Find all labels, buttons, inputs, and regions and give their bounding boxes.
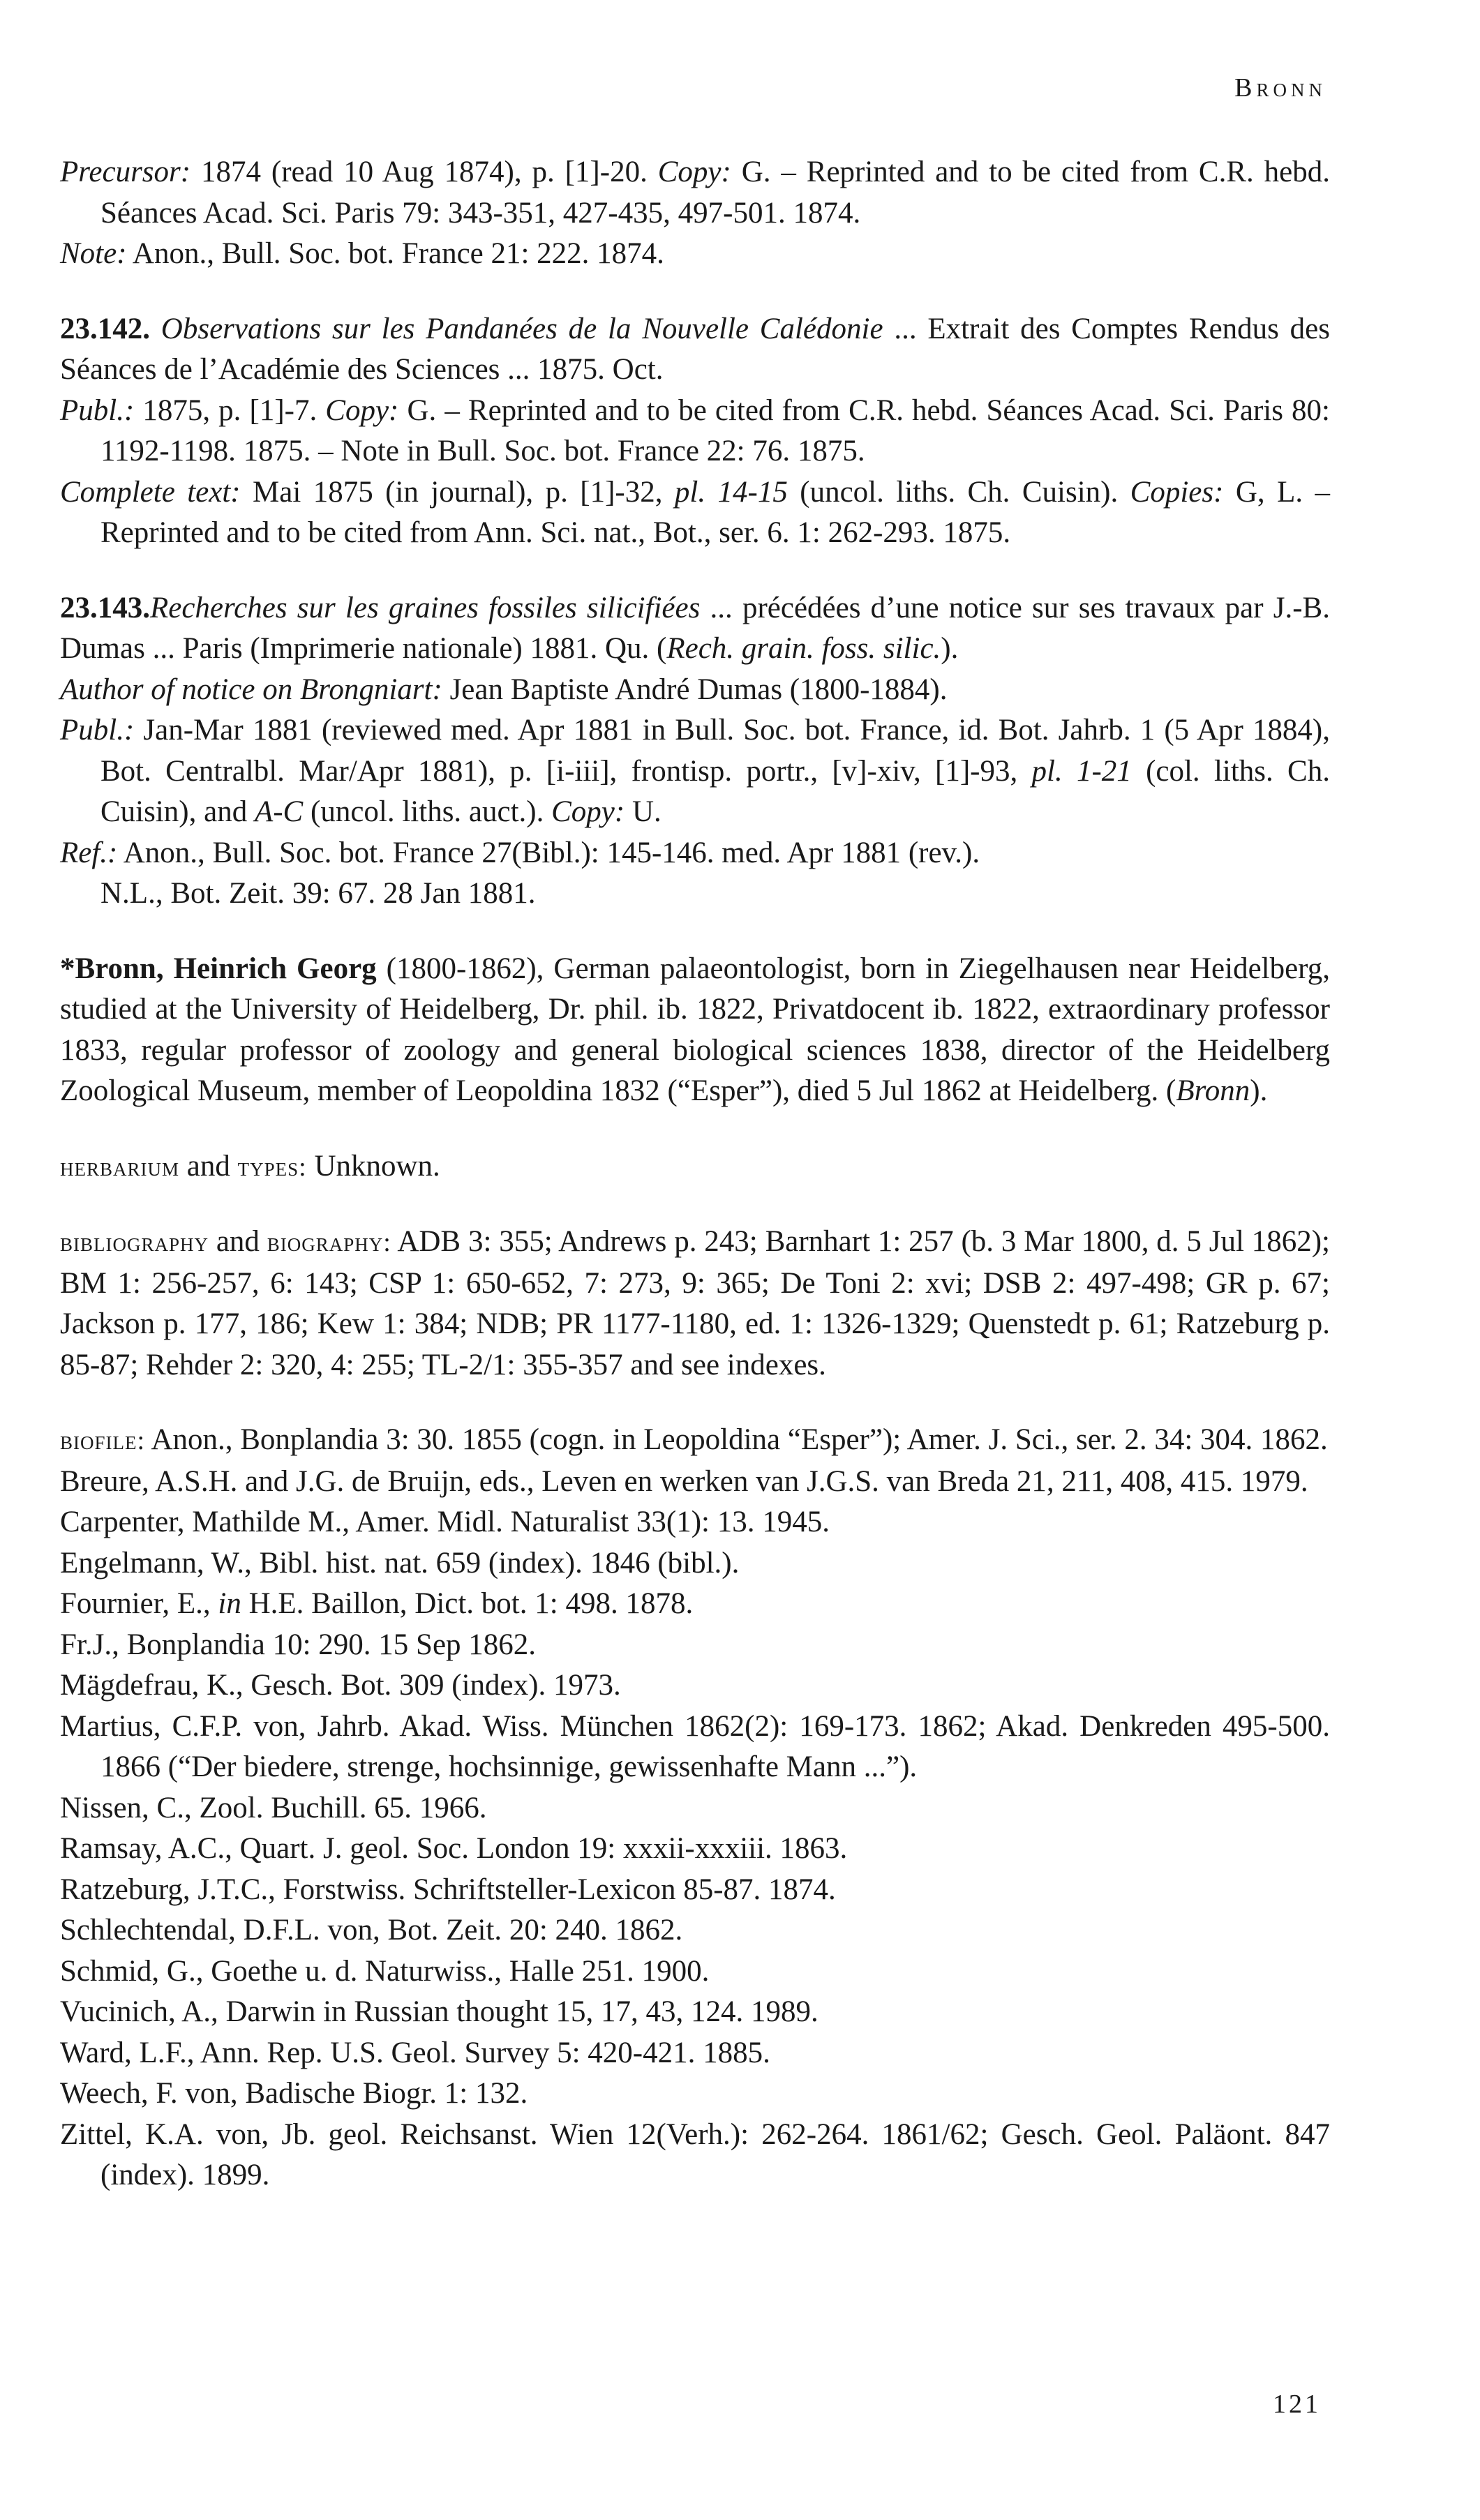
biofile-item: Breure, A.S.H. and J.G. de Bruijn, eds., Leven en werken van J.G.S. van Breda 21, 211, 408, 415. 1979.: [60, 1464, 1308, 1498]
fournier-a: Fournier, E.,: [60, 1587, 218, 1620]
note-line: [60, 234, 1330, 275]
publ-text-3: (uncol. liths. auct.).: [303, 795, 552, 828]
biofile-item: Schmid, G., Goethe u. d. Naturwiss., Halle 251. 1900.: [60, 1954, 710, 1988]
main-text: [60, 152, 1330, 2196]
publ-rest: U.: [625, 795, 661, 828]
entry-142-title: [60, 309, 1330, 391]
herbarium-section: [60, 1146, 1330, 1188]
plates-ac: A-C: [254, 795, 304, 828]
entry-143-title: [60, 588, 1330, 670]
entry-title-rest: ... précédées d’une notice sur ses travaux par J.-B. Dumas ... Paris (Imprimerie nationale) 1881. Qu. (: [60, 591, 1330, 665]
publ-text: 1875, p. [1]-7.: [134, 393, 326, 427]
entry-142-publ: [60, 391, 1330, 472]
precursor-label: Precursor:: [60, 156, 191, 188]
biofile-item: Carpenter, Mathilde M., Amer. Midl. Naturalist 33(1): 13. 1945.: [60, 1506, 830, 1538]
person-abbr-close: ).: [1250, 1074, 1268, 1107]
bibliography-text: ADB 3: 355; Andrews p. 243; Barnhart 1: 257 (b. 3 Mar 1800, d. 5 Jul 1862); BM 1: 256-257, 6: 143; CSP 1: 650-652, 7: 273, 9: 365; De Toni 2: xvi; DSB 2: 497-498; GR p. 67; Jackson p. 177, 186; Kew 1: 384; NDB; PR 1177-1180, ed. 1: 1326-1329; Quenstedt p. 61; Ratzeburg p. 85-87; Rehder 2: 320, 4: 255; TL-2/1: 355-357 and see indexes.: [60, 1225, 1330, 1381]
ref-label: Ref.:: [60, 836, 118, 869]
person-bio: [60, 949, 1330, 1112]
copy-label: Copy:: [325, 393, 399, 427]
entry-143-publ: [60, 710, 1330, 833]
author-label: Author of notice on Brongniart:: [60, 673, 442, 706]
complete-text-label: Complete text:: [60, 475, 241, 509]
author-text: Jean Baptiste André Dumas (1800-1884).: [442, 673, 948, 706]
entry-abbr: Rech. grain. foss. silic.: [666, 632, 941, 665]
biofile-item: Nissen, C., Zool. Buchill. 65. 1966.: [60, 1791, 487, 1824]
biofile-item: Weech, F. von, Badische Biogr. 1: 132.: [60, 2077, 528, 2110]
types-label: types:: [237, 1152, 307, 1182]
precursor-rest: G. – Reprinted and to be cited from C.R. hebd. Séances Acad. Sci. Paris 79: 343-351, 427-435, 497-501. 1874.: [100, 156, 1330, 230]
publ-rest: G. – Reprinted and to be cited from C.R. hebd. Séances Acad. Sci. Paris 80: 1192-1198. 1875. – Note in Bull. Soc. bot. France 22: 76. 1875.: [100, 393, 1330, 467]
complete-rest: G, L. – Reprinted and to be cited from Ann. Sci. nat., Bot., ser. 6. 1: 262-293. 1875.: [100, 475, 1331, 549]
complete-text: Mai 1875 (in journal), p. [1]-32,: [240, 475, 675, 509]
biofile-item: Fr.J., Bonplandia 10: 290. 15 Sep 1862.: [60, 1628, 537, 1661]
complete-text-2: (uncol. liths. Ch. Cuisin).: [787, 475, 1130, 509]
herbarium-text: Unknown.: [306, 1149, 440, 1183]
publ-label: Publ.:: [60, 393, 135, 427]
entry-143-ref-2: N.L., Bot. Zeit. 39: 67. 28 Jan 1881.: [100, 877, 536, 910]
person-name: *Bronn, Heinrich Georg: [60, 952, 377, 985]
entry-143-author: [60, 670, 1330, 711]
running-head: Bronn: [1234, 73, 1326, 103]
note-text: Anon., Bull. Soc. bot. France 21: 222. 1874.: [126, 237, 664, 270]
copy-label: Copy:: [657, 156, 731, 188]
biofile-item: Mägdefrau, K., Gesch. Bot. 309 (index). 1973.: [60, 1669, 621, 1702]
biofile-item: Zittel, K.A. von, Jb. geol. Reichsanst. Wien 12(Verh.): 262-264. 1861/62; Gesch. Geol. Paläont. 847 (index). 1899.: [60, 2117, 1330, 2191]
page-number: 121: [1273, 2390, 1321, 2419]
entry-142-complete: [60, 472, 1330, 554]
precursor-text: 1874 (read 10 Aug 1874), p. [1]-20.: [190, 156, 658, 188]
biofile-item: Schlechtendal, D.F.L. von, Bot. Zeit. 20: 240. 1862.: [60, 1914, 683, 1947]
biofile-item: Ramsay, A.C., Quart. J. geol. Soc. London 19: xxxii-xxxiii. 1863.: [60, 1832, 848, 1865]
herbarium-label: herbarium: [60, 1152, 180, 1182]
herbarium-and: and: [179, 1149, 238, 1183]
ref-text: Anon., Bull. Soc. bot. France 27(Bibl.): 145-146. med. Apr 1881 (rev.).: [117, 836, 980, 869]
entry-title: Observations sur les Pandanées de la Nouvelle Calédonie: [160, 312, 883, 345]
biofile-item: Martius, C.F.P. von, Jahrb. Akad. Wiss. München 1862(2): 169-173. 1862; Akad. Denkreden 495-500. 1866 (“Der biedere, strenge, hochsinnige, gewissenhafte Mann ...”).: [60, 1709, 1330, 1783]
biography-label: biography:: [267, 1228, 391, 1257]
biofile-first: [60, 1420, 1330, 1462]
fournier-b: H.E. Baillon, Dict. bot. 1: 498. 1878.: [241, 1587, 694, 1620]
publ-text: Jan-Mar 1881 (reviewed med. Apr 1881 in Bull. Soc. bot. France, id. Bot. Jahrb. 1 (5 Apr 1884), Bot. Centralbl. Mar/Apr 1881), p. [i-iii], frontisp. portr., [v]-xiv, [1]-93,: [100, 714, 1330, 788]
publ-text-2: (col. liths. Ch. Cuisin), and: [100, 754, 1330, 828]
entry-abbr-close: ).: [941, 632, 959, 665]
precursor-line: [60, 152, 1330, 234]
entry-143-ref: [60, 833, 1330, 874]
biofile-item: Ward, L.F., Ann. Rep. U.S. Geol. Survey 5: 420-421. 1885.: [60, 2036, 770, 2069]
plates: pl. 1-21: [1031, 754, 1132, 788]
entry-title: Recherches sur les graines fossiles silicifiées: [150, 591, 701, 624]
note-label: Note:: [60, 237, 127, 270]
entry-number: 23.142.: [60, 312, 150, 345]
biofile-item-fournier: [60, 1584, 1330, 1625]
copy-label: Copy:: [551, 795, 625, 828]
plates: pl. 14-15: [674, 475, 788, 509]
copies-label: Copies:: [1130, 475, 1224, 509]
person-bio-text: (1800-1862), German palaeontologist, born in Ziegelhausen near Heidelberg, studied at the University of Heidelberg, Dr. phil. ib. 1822, Privatdocent ib. 1822, extraordinary professor 1833, regular professor of zoology and general biological sciences 1838, director of the Heidelberg Zoological Museum, member of Leopoldina 1832 (“Esper”), died 5 Jul 1862 at Heidelberg. (: [60, 952, 1330, 1107]
entry-number: 23.143.: [60, 591, 150, 624]
publ-label: Publ.:: [60, 714, 135, 747]
bibliography-and: and: [209, 1225, 267, 1258]
biofile-first-text: Anon., Bonplandia 3: 30. 1855 (cogn. in Leopoldina “Esper”); Amer. J. Sci., ser. 2. 34: 304. 1862.: [145, 1423, 1328, 1456]
bibliography-label: bibliography: [60, 1228, 209, 1257]
biofile-label: biofile:: [60, 1426, 146, 1455]
biofile-item: Vucinich, A., Darwin in Russian thought 15, 17, 43, 124. 1989.: [60, 1995, 819, 2028]
biofile-item: Ratzeburg, J.T.C., Forstwiss. Schriftsteller-Lexicon 85-87. 1874.: [60, 1873, 836, 1906]
fournier-in: in: [218, 1587, 241, 1620]
person-abbr: Bronn: [1176, 1074, 1250, 1107]
entry-title-rest: ... Extrait des Comptes Rendus des Séances de l’Académie des Sciences ... 1875. Oct.: [60, 312, 1330, 386]
bibliography-section: [60, 1222, 1330, 1386]
biofile-item: Engelmann, W., Bibl. hist. nat. 659 (index). 1846 (bibl.).: [60, 1546, 740, 1580]
